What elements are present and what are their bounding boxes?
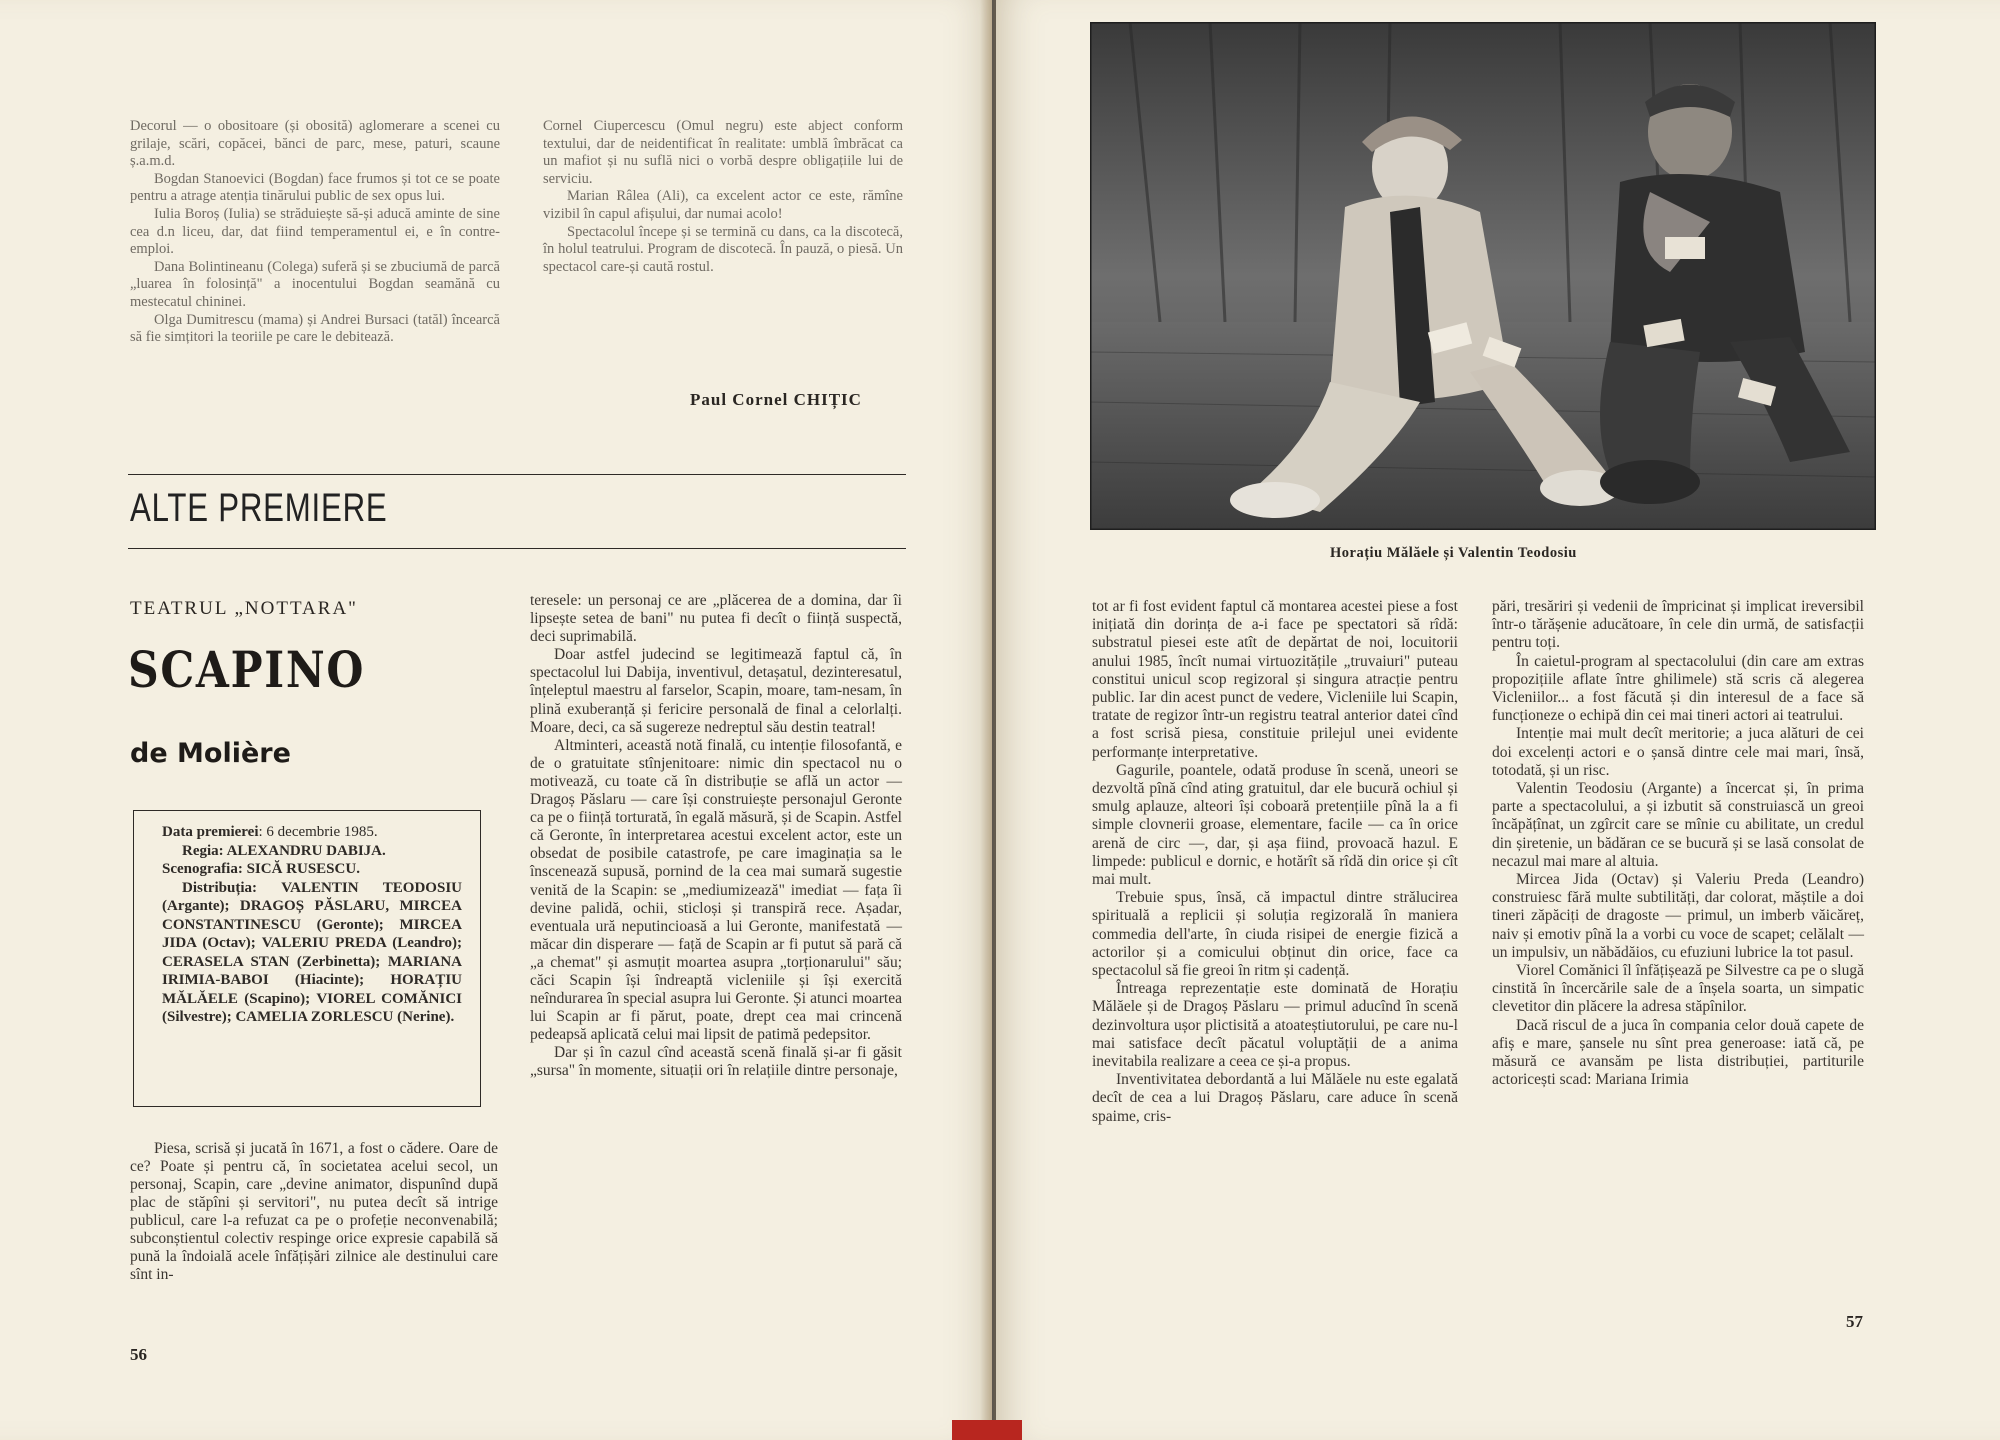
info-value: : VALENTIN TEODOSIU (Argante); DRAGOȘ PĂSLARU, MIRCEA CONSTANTINESCU (Geronte); MIRCEA JIDA (Octav); VALERIU PREDA (Leandro); CERASELA STAN (Zerbinetta); MARIANA IRIMIA-BABOI (Hiacinte); HORAȚIU MĂLĂELE (Scapino); VIOREL COMĂNICI (Silvestre); CAMELIA ZORLESCU (Nerine).	[162, 879, 462, 1025]
production-photo	[1090, 22, 1876, 530]
info-premiere-date	[162, 823, 462, 842]
paragraph: Marian Râlea (Ali), ca excelent actor ce este, rămîne vizibil în capul afișului, dar numai acolo!	[543, 188, 903, 222]
paragraph: Doar astfel judecind se legitimează faptul că, în spectacolul lui Dabija, inventivul, detașatul, dezinteresatul, înțeleptul maestru al farselor, Scapin, moare, tam-nesam, în plină exuberanță și fericire personală de final a celorlalți. Moare, deci, ca să sugereze nedreptul său destin teatral!	[530, 646, 902, 736]
paragraph: Olga Dumitrescu (mama) și Andrei Bursaci (tatăl) încearcă să fie simțitori la teoriile pe care le debitează.	[130, 311, 500, 346]
section-rule-bottom	[128, 548, 906, 549]
paragraph: Dana Bolintineanu (Colega) suferă și se zbuciumă de parcă „luarea în folosință" a inocentului Bogdan seamănă cu mestecatul chininei.	[130, 258, 500, 310]
info-label: Scenografia	[162, 861, 238, 877]
review-signature: Paul Cornel CHIȚIC	[690, 390, 862, 409]
paragraph: teresele: un personaj ce are „plăcerea de a domina, dar îi lipsește setea de bani" nu putea fi decît o ființă suspectă, deci suprimabilă.	[530, 592, 902, 646]
info-value: : ALEXANDRU DABIJA.	[218, 842, 386, 859]
info-label: Regia	[182, 842, 219, 859]
info-value: : SICĂ RUSESCU.	[237, 861, 360, 877]
paragraph: Valentin Teodosiu (Argante) a încercat și, în prima parte a spectacolului, a și izbutit să construiască un greoi încăpățînat, un zgîrcit care se mînie cu abilitate, un credul din șiretenie, un bădăran ce se bucură și se lasă consolat de necazul mai mare al altuia.	[1492, 780, 1864, 870]
premiere-info-text	[162, 823, 462, 1027]
paragraph: Gagurile, poantele, odată produse în scenă, uneori se dezvoltă pînă cînd ating gratuitul, dar ele bucură ochiul și smulg aplauze, alteori își coboară pretențiile pînă la a fi simple clovnerii groase, elementare, facile — ca în orice arenă de circ —, dar, și așa fiind, provoacă hazul. E limpede: publicul e dornic, e hotărît să rîdă din orice și cît mai mult.	[1092, 761, 1458, 889]
info-label: Data premierei	[162, 824, 259, 840]
review-continuation-col1	[130, 118, 500, 347]
paragraph: Intenție mai mult decît meritorie; a juca alături de cei doi excelenți actori e o șansă dintre cele mai mari, însă, totodată, și un risc.	[1492, 725, 1864, 779]
paragraph: Trebuie spus, însă, că impactul dintre strălucirea spirituală a replicii și soluția regizorală în maniera commedia dell'arte, în ciuda risipei de energie fizică a actorilor și a comicului obținut din orice, face ca spectacolul să fie greoi în ritm și cadență.	[1092, 889, 1458, 980]
photo-caption: Horațiu Mălăele și Valentin Teodosiu	[1330, 545, 1577, 561]
info-set-design	[162, 860, 462, 879]
production-photo-illustration	[1090, 22, 1876, 530]
paragraph: Altminteri, această notă finală, cu intenție filosofantă, e de o gratuitate stînjenitoare: nimic din spectacol nu o motivează, cu toate că în distribuție se află un actor — Dragoș Păslaru — care își construiește personajul Geronte ca pe o ființă torturată, în egală măsură, și de Scapin. Astfel că Geronte, în interpretarea acestui excelent actor, este un obsedat de posibile catastrofe, pe care imaginația sa le înscenează supusă, pornind de la cea mai sumară sugestie venită de la Scapin: se „mediumizează" imediat — fața îi devine palidă, ochii, sticloși și transpiră rece. Așadar, eventuala ură neputincioasă a lui Geronte, manifestată — măcar din disperare — față de Scapin ar fi putut să pară că „a chemat" și asmuțit moartea asupra „torționarului" său; căci Scapin își îndreaptă vicleniile și își exercită neîndurarea în special asupra lui Geronte. Și atunci moartea lui Scapin ar fi părut, poate, drept cea mai crincenă pedeapsă aplicată celui mai lipsit de patimă pedepsitor.	[530, 736, 902, 1044]
paragraph: Inventivitatea debordantă a lui Mălăele nu este egalată decît de cea a lui Dragoș Păslaru, care aduce în scenă spaime, cris-	[1092, 1071, 1458, 1125]
paragraph: Decorul — o obositoare (și obosită) aglomerare a scenei cu grilaje, scări, copăcei, bănci de parc, mese, paturi, scaune ș.a.m.d.	[130, 118, 500, 170]
page-number-right: 57	[1846, 1312, 1863, 1331]
play-author: de Molière	[130, 738, 291, 769]
theatre-name: TEATRUL „NOTTARA"	[130, 598, 358, 619]
paragraph: Dacă riscul de a juca în compania celor două capete de afiș e mare, șansele nu sînt prea generoase: iată că, pe măsură ce avansăm pe lista distribuției, partiturile actoricești scad: Mariana Irimia	[1492, 1016, 1864, 1089]
paragraph: Cornel Ciupercescu (Omul negru) este abject conform textului, dar de neidentificat în realitate: umblă îmbrăcat ca un mafiot și nu suflă nici o vorbă despre obligațiile lui de serviciu.	[543, 118, 903, 187]
review-continuation-col2	[543, 118, 903, 276]
paragraph: Spectacolul începe și se termină cu dans, ca la discotecă, în holul teatrului. Program de discotecă. În pauză, o piesă. Un spectacol care-și caută rostul.	[543, 223, 903, 275]
article-col-c	[1092, 598, 1458, 1126]
info-label: Distribuția	[182, 879, 253, 896]
section-rule-top	[128, 474, 906, 475]
paragraph: Viorel Comănici îl înfățișează pe Silvestre ca pe o slugă cinstită în încercările sale de a înșela soarta, un simpatic clevetitor din plăcere la adresa stăpînilor.	[1492, 962, 1864, 1016]
paragraph: Mircea Jida (Octav) și Valeriu Preda (Leandro) construiesc fără multe subtilități, dar colorat, măștile a doi tineri zăpăciți de dragoste — primul, un imberb văicăreț, naiv și emotiv pînă la a vorbi cu voce de scapet; celălalt — un impulsiv, un năbădăios, cu efuziuni lubrice la tot pasul.	[1492, 871, 1864, 961]
paragraph: În caietul-program al spectacolului (din care am extras propozițiile aflate între ghilimele) stă scris că alegerea Vicleniilor... a fost făcută și din interesul de a face să funcționeze o echipă din cei mai tineri actori ai teatrului.	[1492, 652, 1864, 725]
info-cast	[162, 879, 462, 1027]
left-page	[0, 0, 992, 1440]
paragraph: Iulia Boroș (Iulia) se străduiește să-și aducă aminte de sine cea d.n liceu, dar, dat fiind temperamentul ei, e în contre-emploi.	[130, 205, 500, 258]
page-number-left: 56	[130, 1345, 147, 1364]
info-value: : 6 decembrie 1985.	[258, 824, 378, 840]
premiere-info-box	[133, 810, 481, 1107]
info-director	[162, 842, 462, 861]
article-col-a-lower	[130, 1140, 498, 1284]
article-col-d	[1492, 598, 1864, 1089]
paragraph: pări, tresăriri și vedenii de împricinat și implicat ireversibil într-o tărășenie aducătoare, în cele din urmă, de satisfacții pentru toți.	[1492, 598, 1864, 652]
paragraph: Dar și în cazul cînd această scenă finală și-ar fi găsit „sursa" în momente, situații ori în relațiile dintre personaje,	[530, 1044, 902, 1080]
paragraph: Întreaga reprezentație este dominată de Horațiu Mălăele și de Dragoș Păslaru — primul aducînd în scenă dezinvoltura ușor plictisită a atoateștiutorului, pe care nu-l mai satisface decît păcatul voluptății de a anima inevitabila realizare a ceea ce și-a propus.	[1092, 980, 1458, 1071]
paragraph: Piesa, scrisă și jucată în 1671, a fost o cădere. Oare de ce? Poate și pentru că, în societatea acelui secol, un personaj, Scapin, care „devine animator, dispunînd după plac de stăpîni și servitori", nu putea decît să intrige publicul, care l-a refuzat ca pe o profeție neconvenabilă; subconștientul colectiv respinge orice expresie capabilă să pună la îndoială acele înfățișări zilnice ale destinului care sînt in-	[130, 1140, 498, 1283]
paragraph: tot ar fi fost evident faptul că montarea acestei piese a fost inițiată din dorința de a-i face pe spectatori să rîdă: substratul piesei este atît de depărtat de noi, locuitorii anului 1985, încît numai virtuozitățile „truvaiuri" puteau constitui unicul scop regizoral și singura atracție pentru public. Iar din acest punct de vedere, Vicleniile lui Scapin, tratate de regizor într-un registru teatral anterior datei cînd a fost scrisă piesa, constituie prilejul unei evidente performanțe interpretative.	[1092, 598, 1458, 761]
article-col-b	[530, 592, 902, 1081]
play-title: SCAPINO	[128, 640, 366, 699]
bookmark-ribbon	[952, 1420, 1022, 1440]
paragraph: Bogdan Stanoevici (Bogdan) face frumos și tot ce se poate pentru a atrage atenția tinărului public de sex opus lui.	[130, 170, 500, 205]
section-title: ALTE PREMIERE	[130, 486, 388, 530]
